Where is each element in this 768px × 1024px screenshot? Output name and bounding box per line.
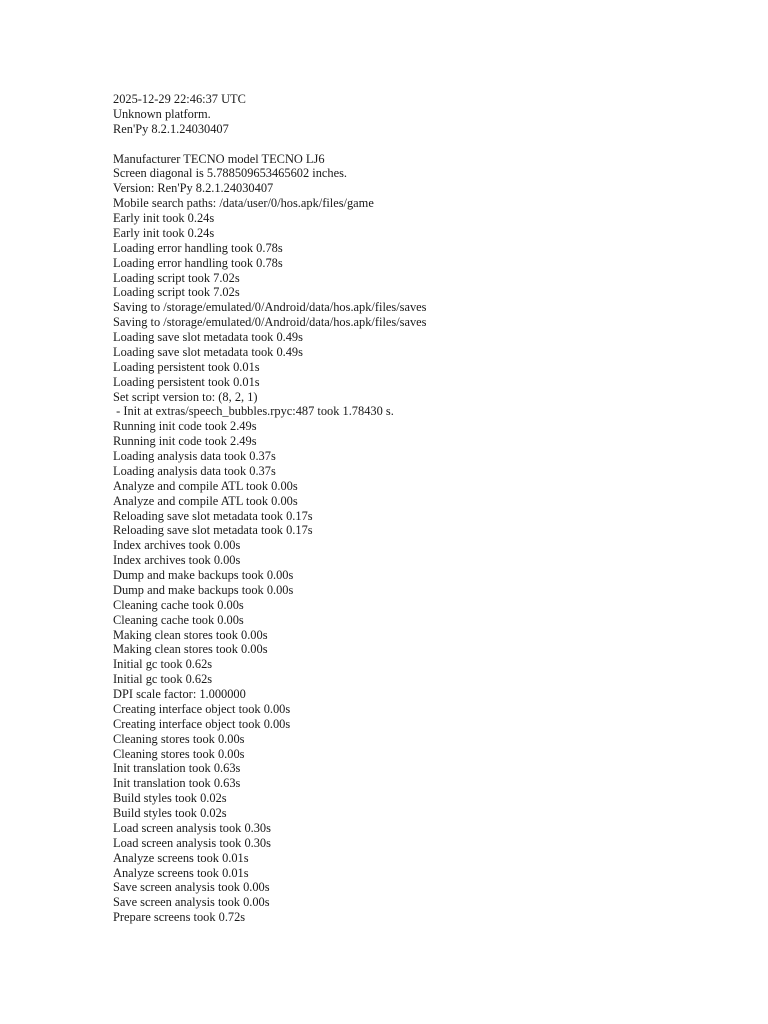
log-line: Loading error handling took 0.78s	[113, 240, 283, 255]
log-line: Index archives took 0.00s	[113, 553, 241, 568]
log-line: Loading save slot metadata took 0.49s	[113, 330, 303, 344]
log-line: Load screen analysis took 0.30s	[113, 835, 271, 850]
log-line: Save screen analysis took 0.00s	[113, 895, 270, 910]
log-line: Cleaning stores took 0.00s	[113, 731, 245, 746]
log-line: Reloading save slot metadata took 0.17s	[113, 508, 313, 523]
log-line: Cleaning cache took 0.00s	[113, 612, 244, 627]
log-line: Ren'Py 8.2.1.24030407	[113, 121, 229, 136]
log-line: Set script version to: (8, 2, 1)	[113, 389, 258, 404]
log-line: Loading persistent took 0.01s	[113, 359, 260, 374]
log-line: Analyze screens took 0.01s	[113, 865, 249, 880]
log-line: Early init took 0.24s	[113, 225, 215, 240]
log-line: Build styles took 0.02s	[113, 806, 227, 820]
log-line: Index archives took 0.00s	[113, 538, 241, 553]
log-line: Analyze screens took 0.01s	[113, 850, 249, 865]
log-line: Prepare screens took 0.72s	[113, 910, 246, 925]
log-line: Version: Ren'Py 8.2.1.24030407	[113, 181, 274, 196]
log-line: Loading analysis data took 0.37s	[113, 449, 276, 463]
log-line: Loading script took 7.02s	[113, 285, 240, 300]
log-line: Init translation took 0.63s	[113, 776, 241, 791]
log-line: Analyze and compile ATL took 0.00s	[113, 478, 298, 493]
log-line: Running init code took 2.49s	[113, 419, 257, 434]
log-line: Early init took 0.24s	[113, 211, 215, 225]
log-line: Dump and make backups took 0.00s	[113, 582, 294, 597]
log-line: Cleaning cache took 0.00s	[113, 597, 244, 612]
log-line: DPI scale factor: 1.000000	[113, 687, 246, 701]
log-line: Loading save slot metadata took 0.49s	[113, 344, 303, 359]
log-line: Running init code took 2.49s	[113, 434, 257, 449]
log-line: Screen diagonal is 5.788509653465602 inches.	[113, 166, 348, 181]
blank-line	[113, 137, 733, 152]
log-line: - Init at extras/speech_bubbles.rpyc:487 took 1.78430 s.	[113, 404, 394, 419]
log-line: Init translation took 0.63s	[113, 761, 241, 776]
log-line: Save screen analysis took 0.00s	[113, 880, 270, 895]
log-line: Loading script took 7.02s	[113, 270, 240, 285]
log-line: Build styles took 0.02s	[113, 791, 227, 806]
log-line: Manufacturer TECNO model TECNO LJ6	[113, 151, 325, 166]
log-line: Creating interface object took 0.00s	[113, 716, 291, 731]
log-line: Loading persistent took 0.01s	[113, 374, 260, 389]
log-line: Analyze and compile ATL took 0.00s	[113, 493, 298, 508]
log-line: Reloading save slot metadata took 0.17s	[113, 523, 313, 538]
log-line: Dump and make backups took 0.00s	[113, 568, 294, 582]
log-line: Creating interface object took 0.00s	[113, 701, 291, 716]
log-line: Load screen analysis took 0.30s	[113, 820, 271, 835]
log-line: Saving to /storage/emulated/0/Android/data/hos.apk/files/saves	[113, 315, 427, 330]
log-line: Cleaning stores took 0.00s	[113, 746, 245, 761]
log-line: Loading error handling took 0.78s	[113, 255, 283, 270]
log-text-block	[113, 92, 733, 925]
log-line: Unknown platform.	[113, 106, 211, 121]
log-line: Making clean stores took 0.00s	[113, 627, 268, 642]
log-line: Making clean stores took 0.00s	[113, 642, 268, 657]
log-line: Saving to /storage/emulated/0/Android/data/hos.apk/files/saves	[113, 300, 427, 315]
log-line: 2025-12-29 22:46:37 UTC	[113, 92, 246, 106]
log-line: Loading analysis data took 0.37s	[113, 463, 276, 478]
log-line: Mobile search paths: /data/user/0/hos.apk/files/game	[113, 196, 374, 211]
log-line: Initial gc took 0.62s	[113, 672, 213, 687]
log-line: Initial gc took 0.62s	[113, 657, 213, 672]
